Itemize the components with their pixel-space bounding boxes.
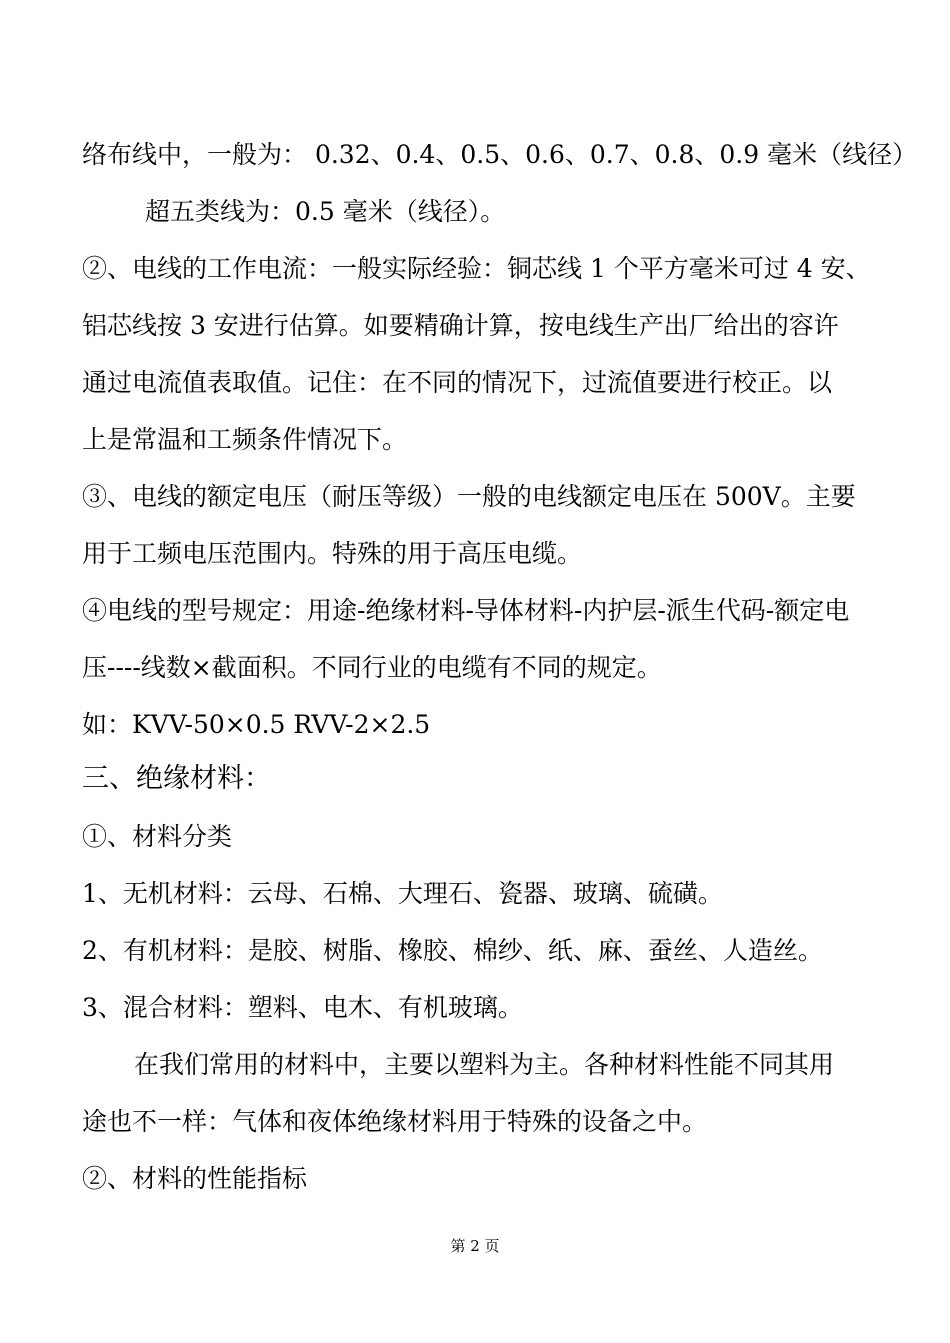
paragraph-line: 铝芯线按 3 安进行估算。如要精确计算，按电线生产出厂给出的容许 [82,311,839,340]
paragraph-line: ③、电线的额定电压（耐压等级）一般的电线额定电压在 500V。主要 [82,482,856,511]
paragraph-line: 上是常温和工频条件情况下。 [82,425,408,454]
list-item: 3、混合材料：塑料、电木、有机玻璃。 [82,993,523,1022]
example-line: 如：KVV-50×0.5 RVV-2×2.5 [82,710,431,739]
paragraph-line: 络布线中，一般为： 0.32、0.4、0.5、0.6、0.7、0.8、0.9 毫米（线径） [82,140,918,169]
section-heading: 三、绝缘材料： [82,763,271,794]
paragraph-line: 超五类线为：0.5 毫米（线径）。 [145,197,506,226]
paragraph-line: ④电线的型号规定：用途-绝缘材料-导体材料-内护层-派生代码-额定电 [82,596,850,625]
page-number: 第 2 页 [450,1237,500,1255]
paragraph-line: 通过电流值表取值。记住：在不同的情况下，过流值要进行校正。以 [82,368,833,397]
list-item: 2、有机材料：是胶、树脂、橡胶、棉纱、纸、麻、蚕丝、人造丝。 [82,936,823,965]
list-item: 1、无机材料：云母、石棉、大理石、瓷器、玻璃、硫磺。 [82,879,723,908]
paragraph-line: 用于工频电压范围内。特殊的用于高压电缆。 [82,539,583,568]
subsection-heading: ②、材料的性能指标 [82,1164,308,1193]
paragraph-line: ②、电线的工作电流：一般实际经验：铜芯线 1 个平方毫米可过 4 安、 [82,254,871,283]
paragraph-line: 压----线数×截面积。不同行业的电缆有不同的规定。 [82,653,662,682]
subsection-heading: ①、材料分类 [82,822,233,851]
paragraph-line: 在我们常用的材料中，主要以塑料为主。各种材料性能不同其用 [134,1050,835,1079]
paragraph-line: 途也不一样：气体和夜体绝缘材料用于特殊的设备之中。 [82,1107,708,1136]
